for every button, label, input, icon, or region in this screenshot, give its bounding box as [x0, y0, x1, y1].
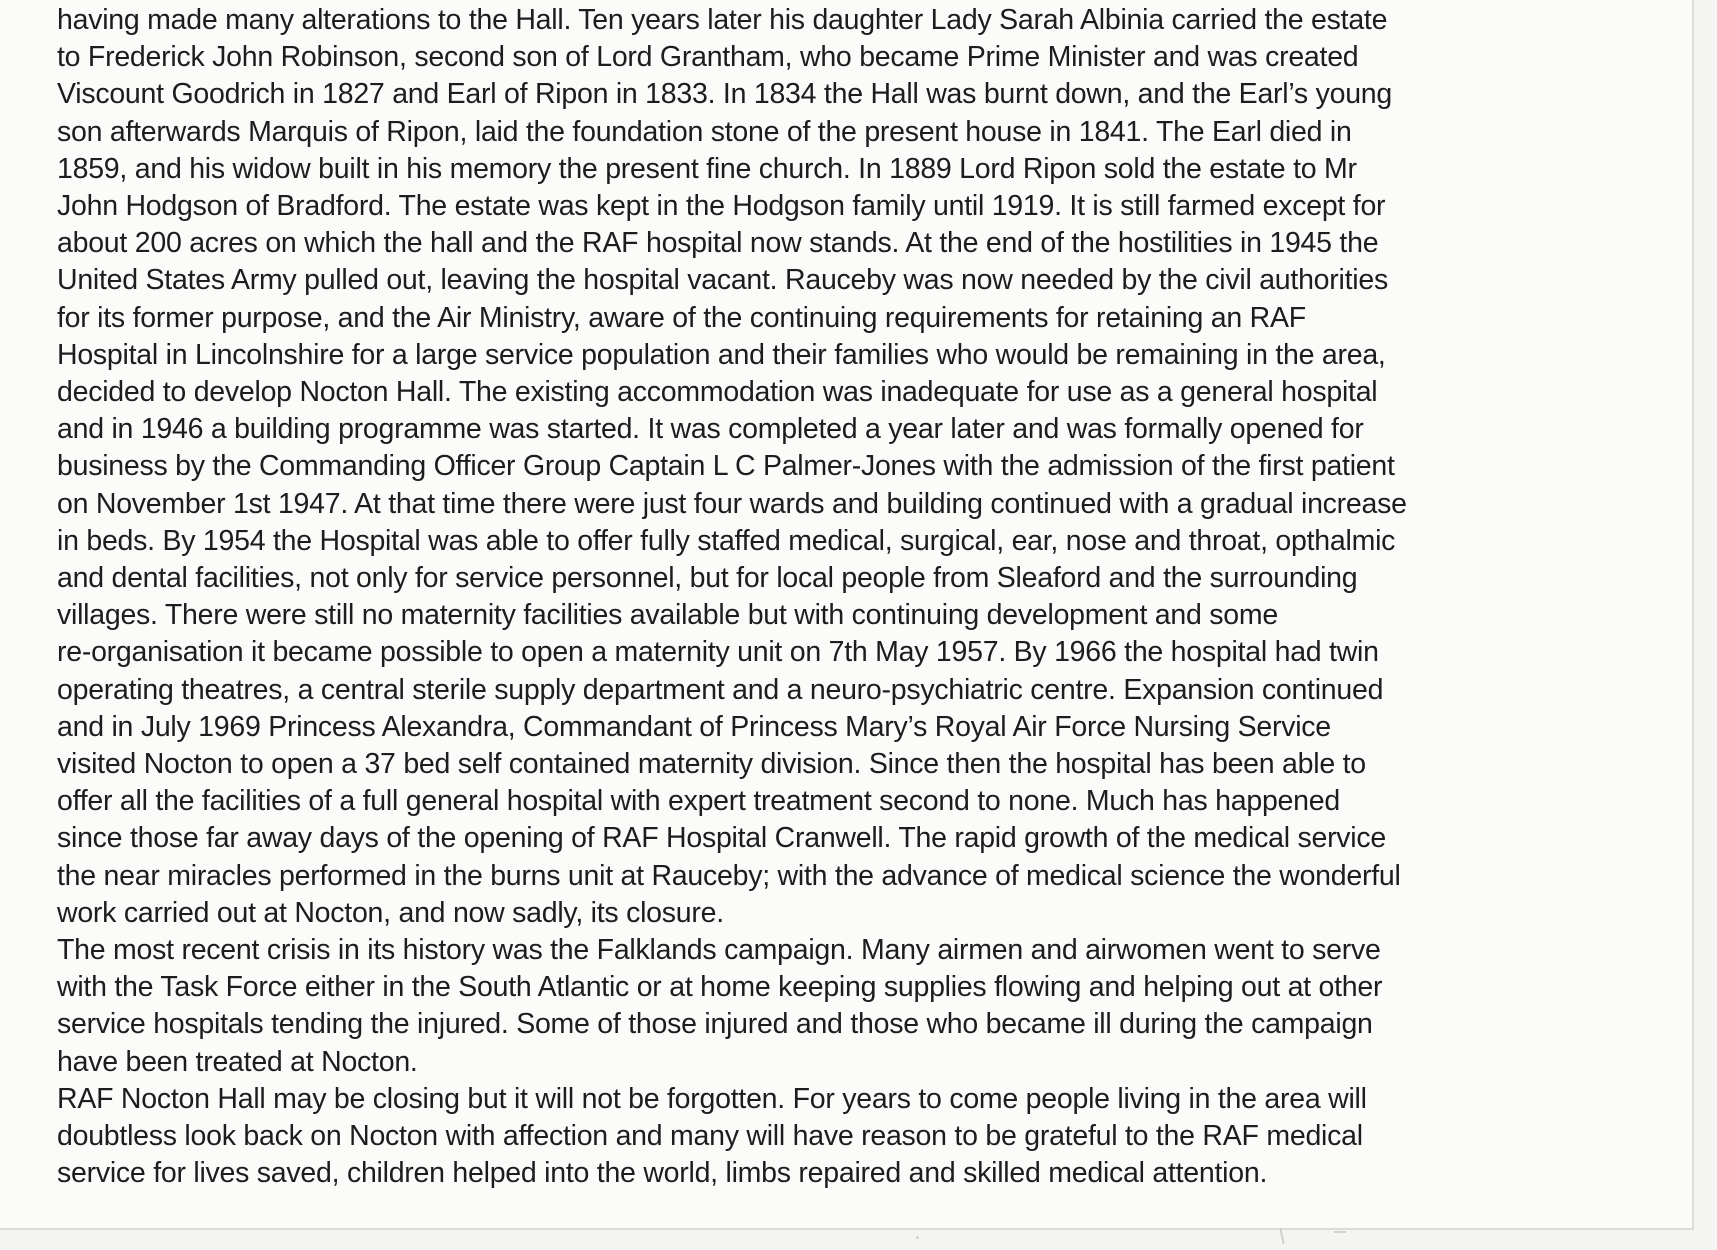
text-line: re-organisation it became possible to open a maternity unit on 7th May 1957. By 1966 the hospital had twin — [57, 636, 1379, 669]
text-line: about 200 acres on which the hall and the RAF hospital now stands. At the end of the hostilities in 1945 the — [57, 227, 1379, 260]
text-line: to Frederick John Robinson, second son of Lord Grantham, who became Prime Minister and was created — [57, 41, 1359, 74]
text-line: service hospitals tending the injured. Some of those injured and those who became ill during the campaign — [57, 1008, 1373, 1041]
text-line: operating theatres, a central sterile supply department and a neuro-psychiatric centre. Expansion continued — [57, 673, 1384, 706]
text-line: since those far away days of the opening of RAF Hospital Cranwell. The rapid growth of the medical service — [57, 822, 1386, 855]
text-line: on November 1st 1947. At that time there were just four wards and building continued with a gradual increase — [57, 487, 1407, 520]
text-line: work carried out at Nocton, and now sadly, its closure. — [57, 896, 724, 929]
scan-mark — [1334, 1231, 1346, 1233]
text-line: with the Task Force either in the South Atlantic or at home keeping supplies flowing and helping out at other — [57, 971, 1383, 1004]
text-line: service for lives saved, children helped into the world, limbs repaired and skilled medical attention. — [57, 1157, 1268, 1190]
text-line: Hospital in Lincolnshire for a large service population and their families who would be remaining in the area, — [57, 338, 1386, 371]
text-line: and in July 1969 Princess Alexandra, Commandant of Princess Mary’s Royal Air Force Nursing Service — [57, 710, 1331, 743]
text-line: 1859, and his widow built in his memory the present fine church. In 1889 Lord Ripon sold the estate to Mr — [57, 152, 1357, 185]
text-line: RAF Nocton Hall may be closing but it will not be forgotten. For years to come people living in the area will — [57, 1082, 1367, 1115]
text-line: the near miracles performed in the burns unit at Rauceby; with the advance of medical science the wonderful — [57, 859, 1401, 892]
text-line: and dental facilities, not only for service personnel, but for local people from Sleaford and the surrounding — [57, 562, 1358, 595]
text-line: for its former purpose, and the Air Ministry, aware of the continuing requirements for retaining an RAF — [57, 301, 1306, 334]
text-line: business by the Commanding Officer Group Captain L C Palmer-Jones with the admission of the first patient — [57, 450, 1395, 483]
text-line: having made many alterations to the Hall. Ten years later his daughter Lady Sarah Albinia carried the estate — [57, 4, 1388, 36]
scan-mark — [916, 1236, 919, 1239]
text-line: have been treated at Nocton. — [57, 1045, 418, 1078]
text-line: son afterwards Marquis of Ripon, laid the foundation stone of the present house in 1841. The Earl died in — [57, 115, 1352, 148]
text-line: visited Nocton to open a 37 bed self contained maternity division. Since then the hospital has been able to — [57, 748, 1366, 781]
text-line: offer all the facilities of a full general hospital with expert treatment second to none. Much has happened — [57, 785, 1340, 818]
text-line: villages. There were still no maternity facilities available but with continuing development and some — [57, 599, 1278, 632]
text-line: in beds. By 1954 the Hospital was able to offer fully staffed medical, surgical, ear, nose and throat, opthalmic — [57, 524, 1396, 557]
text-line: The most recent crisis in its history was the Falklands campaign. Many airmen and airwomen went to serve — [57, 934, 1381, 967]
text-line: Viscount Goodrich in 1827 and Earl of Ripon in 1833. In 1834 the Hall was burnt down, and the Earl’s young — [57, 78, 1393, 111]
text-line: decided to develop Nocton Hall. The existing accommodation was inadequate for use as a general hospital — [57, 376, 1378, 409]
text-line: and in 1946 a building programme was started. It was completed a year later and was formally opened for — [57, 413, 1364, 446]
text-line: doubtless look back on Nocton with affection and many will have reason to be grateful to the RAF medical — [57, 1120, 1363, 1153]
text-line: United States Army pulled out, leaving the hospital vacant. Rauceby was now needed by the civil authorities — [57, 264, 1388, 297]
text-line: John Hodgson of Bradford. The estate was kept in the Hodgson family until 1919. It is still farmed except for — [57, 190, 1386, 223]
scan-mark — [1279, 1228, 1284, 1244]
body-text — [57, 2, 1692, 1193]
